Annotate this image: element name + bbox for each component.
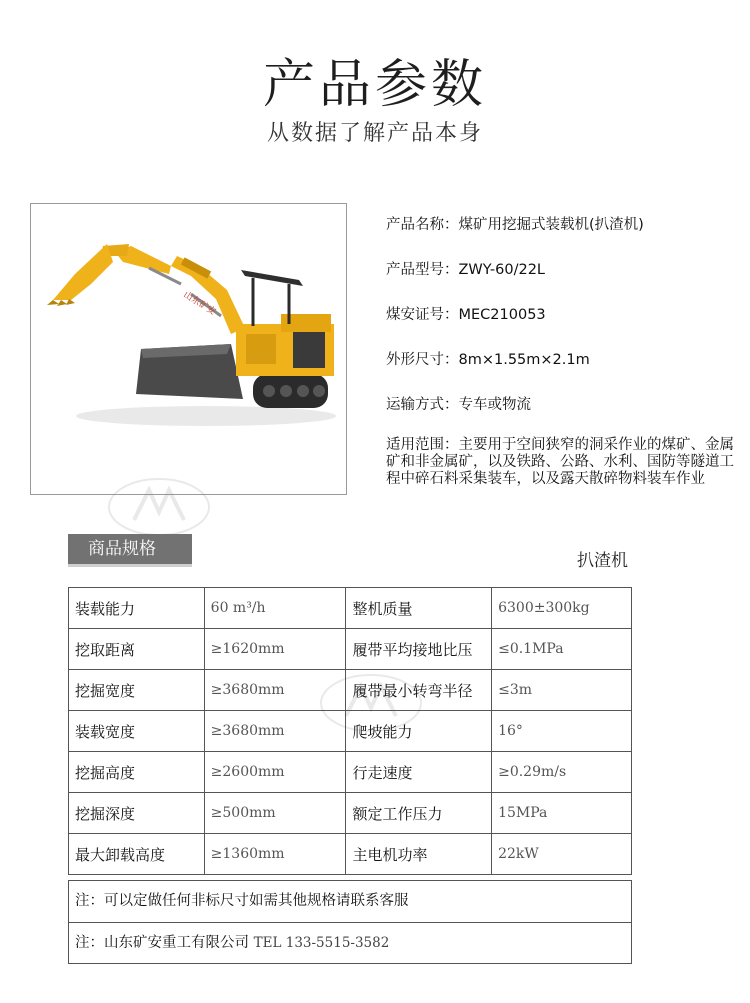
table-row bbox=[69, 834, 632, 875]
page-subtitle: 从数据了解产品本身 bbox=[266, 121, 483, 146]
info-scope bbox=[386, 437, 736, 488]
spec-label: 挖掘深度 bbox=[69, 793, 205, 834]
spec-value: ≥500mm bbox=[204, 793, 346, 834]
spec-table bbox=[68, 587, 632, 875]
info-label: 产品名称： bbox=[386, 217, 459, 233]
product-photo bbox=[30, 203, 347, 495]
info-dimensions bbox=[386, 348, 590, 369]
info-label: 产品型号： bbox=[386, 262, 459, 278]
spec-value: ≥1360mm bbox=[204, 834, 346, 875]
spec-label: 额定工作压力 bbox=[346, 793, 492, 834]
note-phone: TEL 133-5515-3582 bbox=[253, 935, 390, 951]
spec-label: 装载能力 bbox=[69, 588, 205, 629]
spec-value: ≤0.1MPa bbox=[492, 629, 632, 670]
info-label: 运输方式： bbox=[386, 397, 459, 413]
note-company-contact bbox=[69, 922, 631, 963]
spec-label: 爬坡能力 bbox=[346, 711, 492, 752]
info-model bbox=[386, 258, 545, 279]
spec-value: 6300±300kg bbox=[492, 588, 632, 629]
spec-value: 16° bbox=[492, 711, 632, 752]
info-value: 煤矿用挖掘式装载机(扒渣机) bbox=[458, 217, 644, 233]
table-row bbox=[69, 629, 632, 670]
spec-value: ≥3680mm bbox=[204, 670, 346, 711]
spec-value: ≥2600mm bbox=[204, 752, 346, 793]
spec-label: 履带平均接地比压 bbox=[346, 629, 492, 670]
spec-value: 60 m³/h bbox=[204, 588, 346, 629]
spec-label: 履带最小转弯半径 bbox=[346, 670, 492, 711]
info-certificate bbox=[386, 303, 546, 324]
page-title: 产品参数 bbox=[262, 55, 487, 115]
notes-box bbox=[68, 880, 632, 964]
spec-value: ≥0.29m/s bbox=[492, 752, 632, 793]
spec-label: 挖掘宽度 bbox=[69, 670, 205, 711]
spec-value: ≤3m bbox=[492, 670, 632, 711]
info-value: 专车或物流 bbox=[458, 397, 531, 413]
spec-label: 最大卸载高度 bbox=[69, 834, 205, 875]
info-label: 煤安证号： bbox=[386, 307, 459, 323]
note-company: 注：山东矿安重工有限公司 bbox=[75, 935, 249, 951]
spec-label: 挖掘高度 bbox=[69, 752, 205, 793]
spec-value: 15MPa bbox=[492, 793, 632, 834]
info-value: 主要用于空间狭窄的洞采作业的煤矿、金属矿和非金属矿，以及铁路、公路、水利、国防等隧道工程中碎石料采集装车，以及露天散碎物料装车作业 bbox=[386, 437, 734, 487]
table-row bbox=[69, 793, 632, 834]
info-label: 适用范围： bbox=[386, 437, 459, 453]
excavator-loader-illustration bbox=[31, 204, 347, 495]
table-row bbox=[69, 752, 632, 793]
spec-label: 装载宽度 bbox=[69, 711, 205, 752]
info-product-name bbox=[386, 213, 644, 234]
product-short-name: 扒渣机 bbox=[577, 551, 628, 571]
info-value: ZWY-60/22L bbox=[458, 262, 546, 278]
spec-label: 主电机功率 bbox=[346, 834, 492, 875]
spec-label: 挖取距离 bbox=[69, 629, 205, 670]
spec-label: 行走速度 bbox=[346, 752, 492, 793]
info-label: 外形尺寸： bbox=[386, 352, 459, 368]
table-row bbox=[69, 588, 632, 629]
note-custom-sizes: 注：可以定做任何非标尺寸如需其他规格请联系客服 bbox=[75, 893, 409, 909]
table-row bbox=[69, 670, 632, 711]
spec-value: ≥1620mm bbox=[204, 629, 346, 670]
spec-section-header: 商品规格 bbox=[68, 534, 192, 564]
info-shipping bbox=[386, 393, 531, 414]
info-value: 8m×1.55m×2.1m bbox=[458, 352, 590, 368]
spec-value: 22kW bbox=[492, 834, 632, 875]
info-value: MEC210053 bbox=[458, 307, 546, 323]
arm-logo-text: 山东矿安 bbox=[181, 290, 218, 318]
table-row bbox=[69, 711, 632, 752]
spec-value: ≥3680mm bbox=[204, 711, 346, 752]
spec-label: 整机质量 bbox=[346, 588, 492, 629]
